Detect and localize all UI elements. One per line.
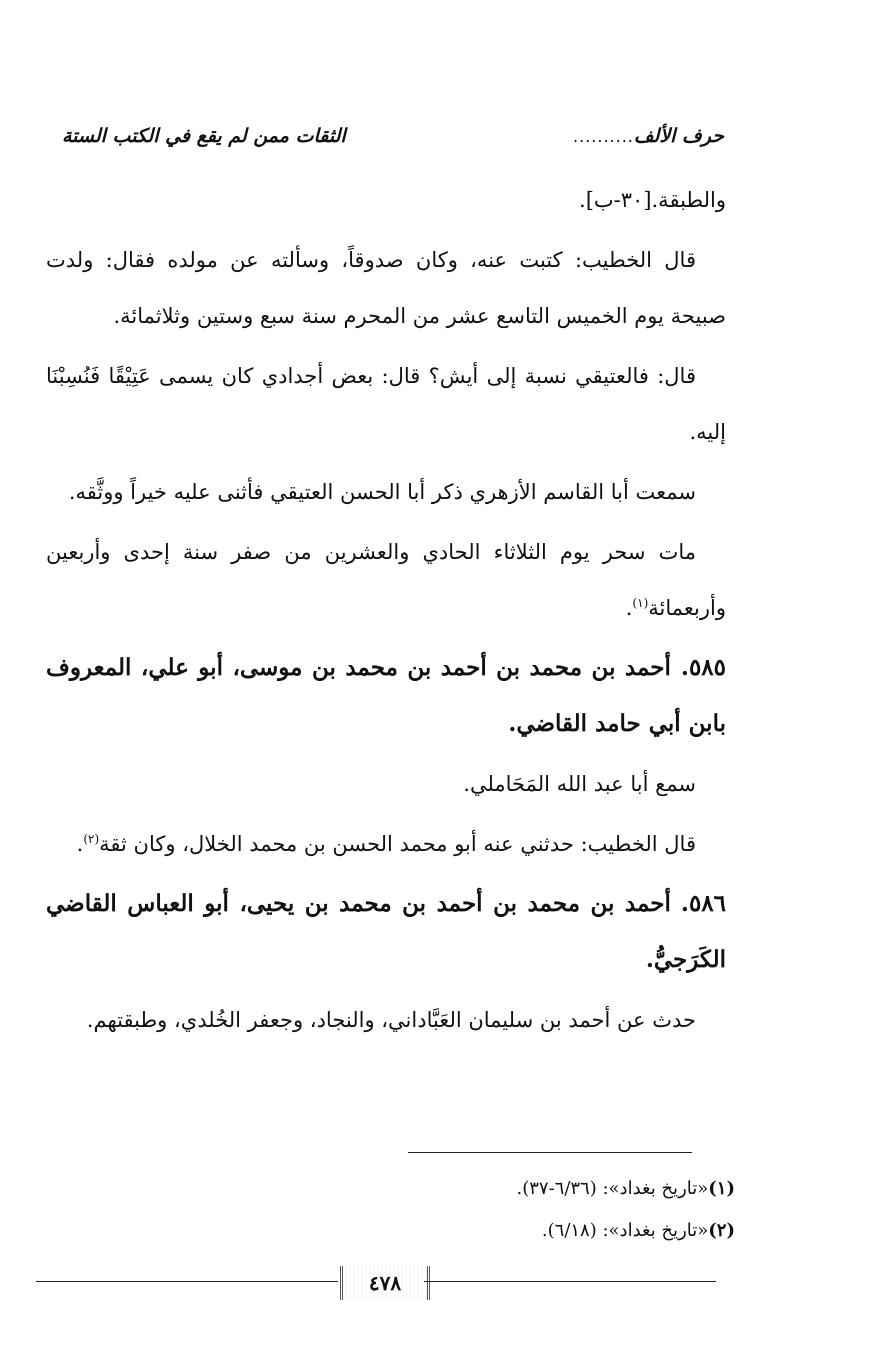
- footnote: [330, 1210, 735, 1252]
- entry-number: ٥٨٦.: [680, 890, 726, 917]
- entry-name: أحمد بن محمد بن أحمد بن محمد بن يحيى، أبو العباس القاضي الكَرَجيُّ.: [46, 890, 726, 973]
- footnote-text: «تاريخ بغداد»: (٦/٣٦-٣٧).: [516, 1178, 709, 1199]
- entry-heading: [46, 876, 726, 988]
- footnote-ref: (٢): [83, 832, 100, 846]
- header-book-title: الثقات ممن لم يقع في الكتب الستة: [62, 125, 346, 147]
- page-number: ٤٧٨: [340, 1266, 430, 1300]
- paragraph: [46, 524, 726, 636]
- footnotes: [330, 1168, 735, 1252]
- paragraph: [46, 816, 726, 872]
- paragraph-text: مات سحر يوم الثلاثاء الحادي والعشرين من صفر سنة إحدى وأربعين وأربعمائة: [46, 540, 726, 620]
- paragraph: قال الخطيب: كتبت عنه، وكان صدوقاً، وسألته عن مولده فقال: ولدت صبيحة يوم الخميس التاسع عشر من المحرم سنة سبع وستين وثلاثمائة.: [46, 248, 726, 328]
- footnote-mark: (١): [708, 1178, 735, 1199]
- paragraph: حدث عن أحمد بن سليمان العَبَّاداني، والنجاد، وجعفر الخُلدي، وطبقتهم.: [86, 1008, 696, 1032]
- footnote-ref: (١): [632, 596, 649, 610]
- footnote-text: «تاريخ بغداد»: (٦/١٨).: [541, 1220, 709, 1241]
- running-header: [62, 118, 724, 154]
- paragraph: والطبقة.[٣٠-ب].: [579, 188, 726, 212]
- entry-name: أحمد بن محمد بن أحمد بن محمد بن موسى، أبو علي، المعروف بابن أبي حامد القاضي.: [46, 654, 726, 737]
- footer-rule-right: [424, 1281, 716, 1282]
- entry-number: ٥٨٥.: [680, 654, 726, 681]
- footnote-mark: (٢): [708, 1220, 735, 1241]
- footer-rule-left: [36, 1281, 338, 1282]
- header-chapter: حرف الألف: [633, 125, 724, 147]
- paragraph-text: قال الخطيب: حدثني عنه أبو محمد الحسن بن محمد الخلال، وكان ثقة: [99, 832, 696, 856]
- paragraph: سمعت أبا القاسم الأزهري ذكر أبا الحسن العتيقي فأثنى عليه خيراً ووثَّقه.: [68, 480, 696, 504]
- header-dots: ..........: [573, 126, 634, 146]
- footnote-divider: [408, 1152, 692, 1153]
- main-text: [46, 172, 726, 1048]
- paragraph-end: .: [625, 596, 633, 620]
- paragraph: قال: فالعتيقي نسبة إلى أيش؟ قال: بعض أجدادي كان يسمى عَتِيْقًا فَنُسِبْنَا إليه.: [46, 364, 726, 444]
- entry-heading: [46, 640, 726, 752]
- paragraph-end: .: [76, 832, 84, 856]
- footnote: [330, 1168, 735, 1210]
- paragraph: سمع أبا عبد الله المَحَاملي.: [463, 772, 696, 796]
